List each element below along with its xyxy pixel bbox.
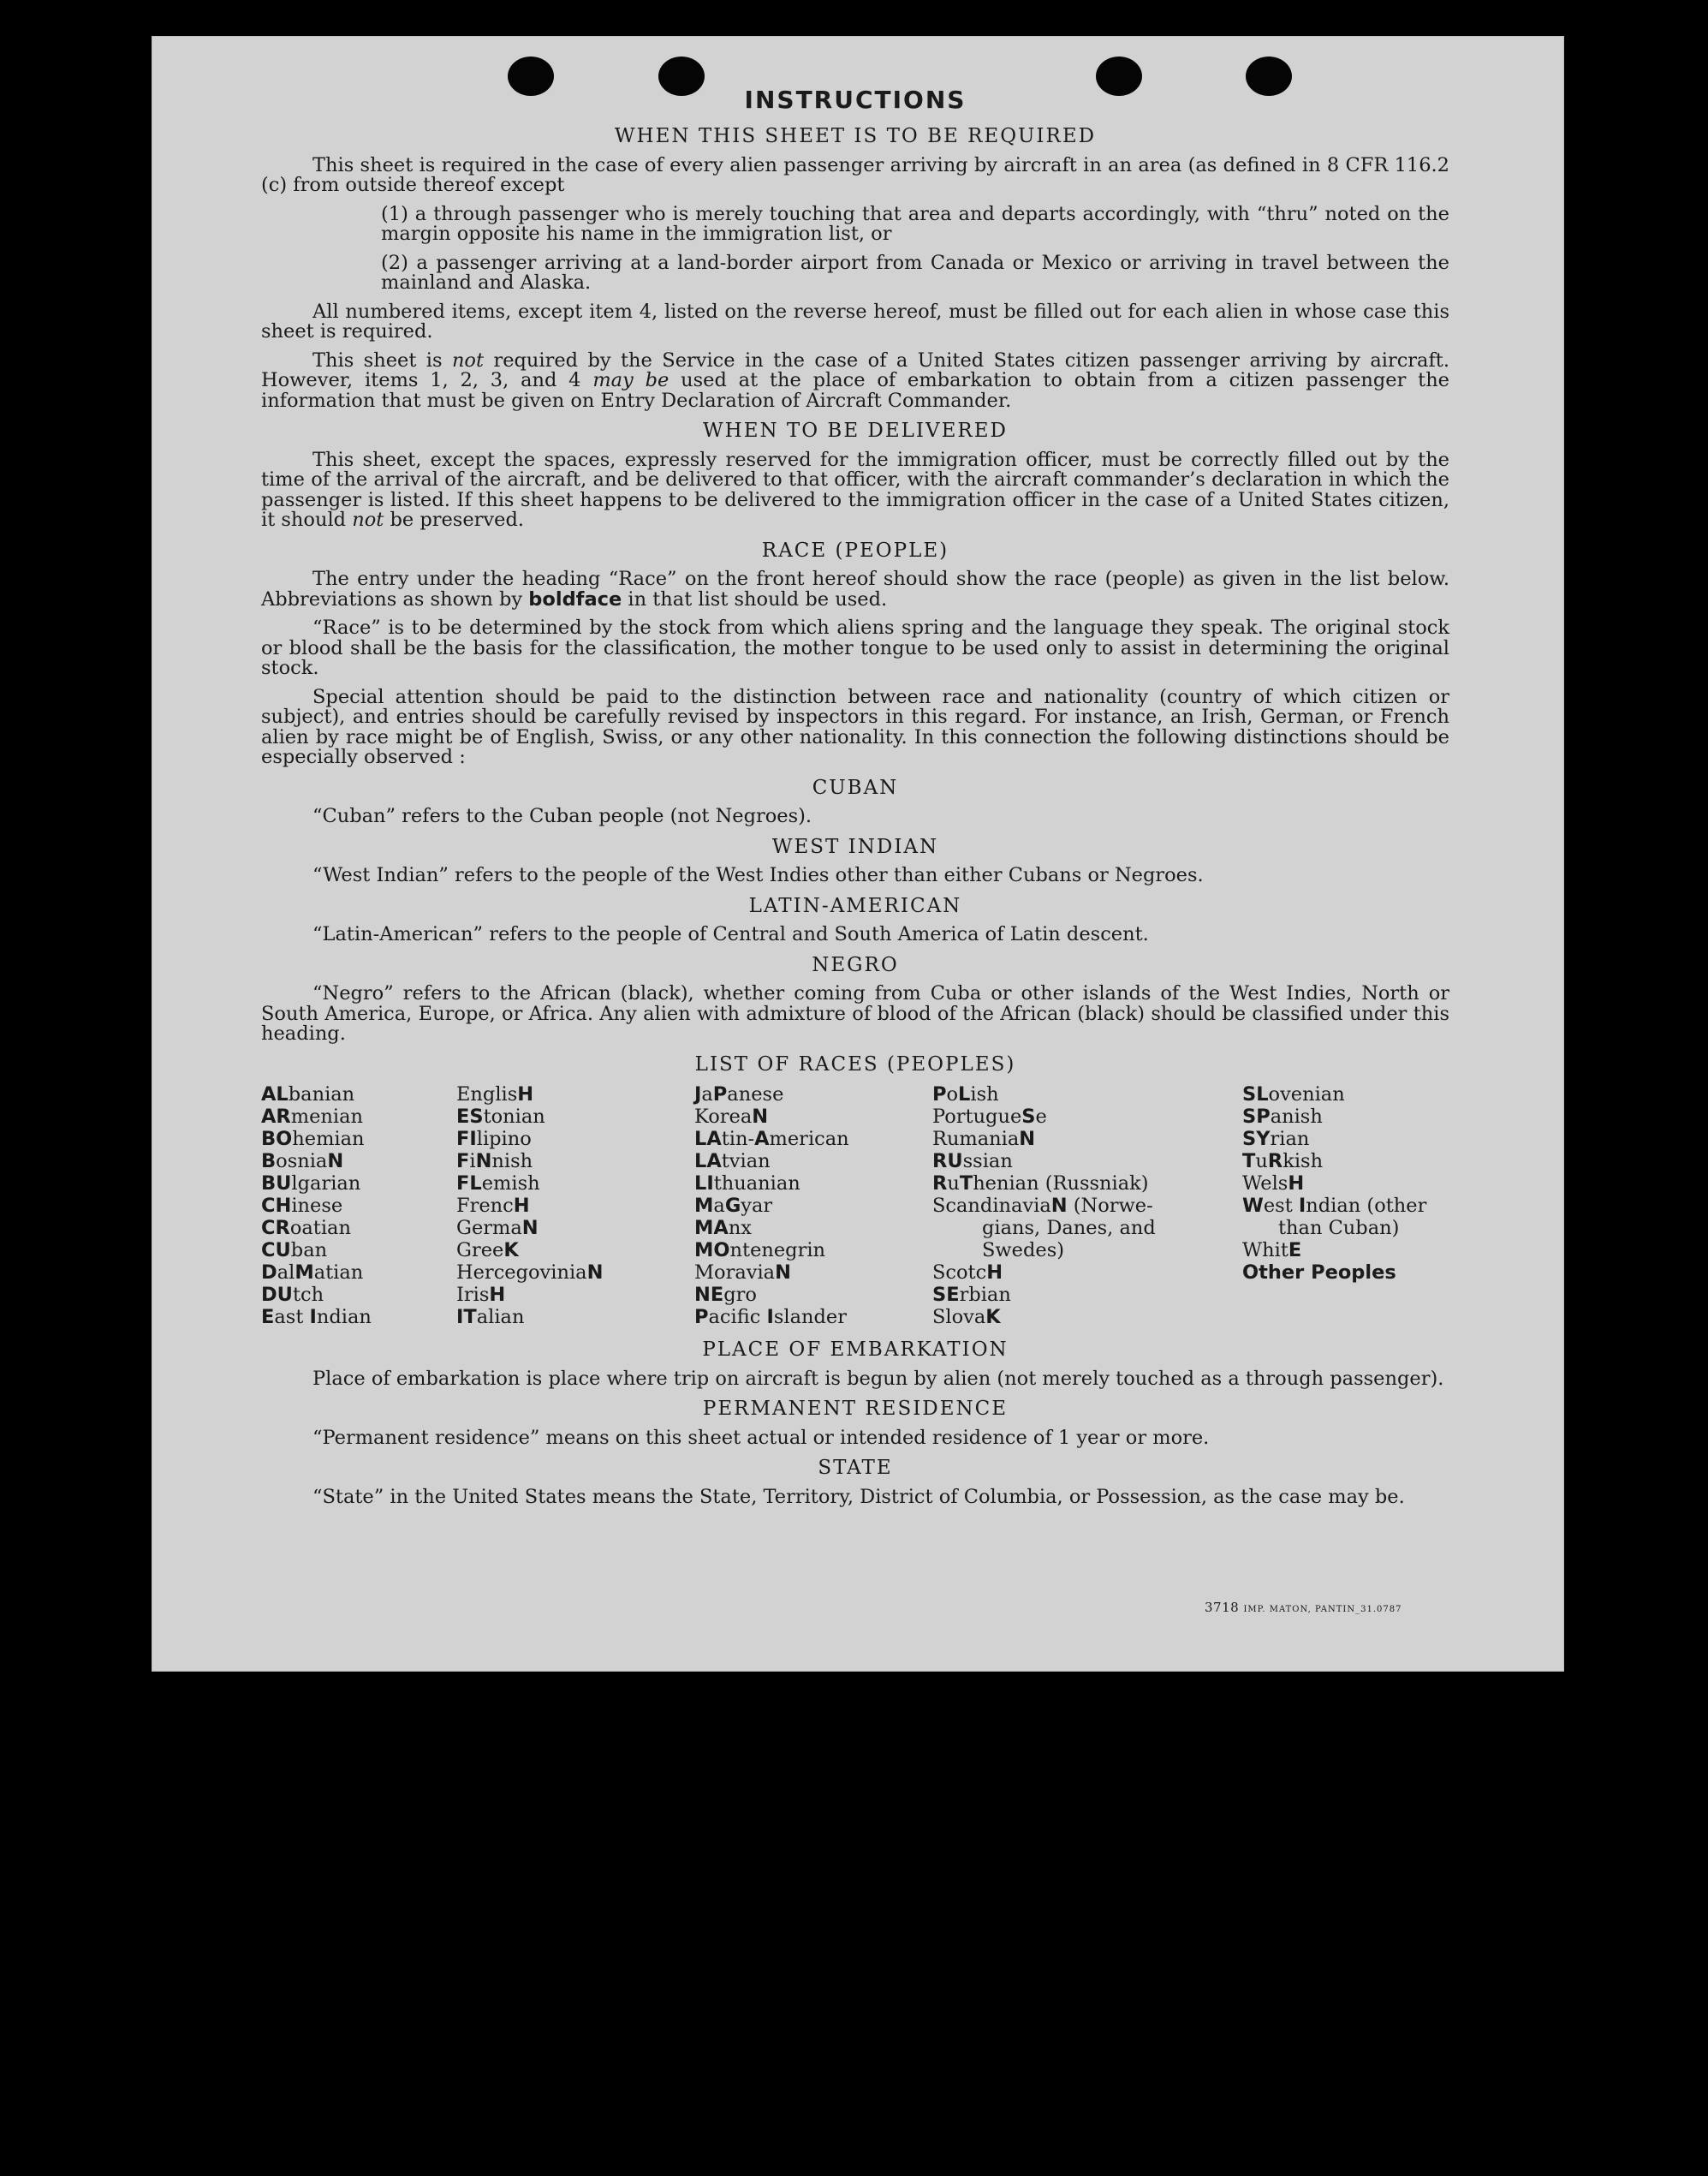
race-abbrev: SE [932, 1284, 960, 1306]
emphasis: not [352, 509, 384, 531]
race-text: tonian [483, 1106, 545, 1128]
race-abbrev: NE [694, 1284, 724, 1306]
race-abbrev: N [586, 1261, 604, 1284]
race-text: Moravia [694, 1261, 776, 1284]
race-text: acific [708, 1306, 767, 1328]
emphasis: may be [592, 369, 670, 391]
race-abbrev: H [986, 1261, 1003, 1284]
text-fragment: be preserved. [384, 509, 525, 531]
race-entry [1242, 1150, 1449, 1172]
race-entry [456, 1150, 694, 1172]
race-entry [694, 1217, 932, 1239]
race-abbrev: R [932, 1172, 948, 1195]
race-text: Germa [456, 1217, 522, 1239]
race-text: ban [290, 1239, 328, 1261]
race-text: lipino [476, 1128, 532, 1150]
race-text: Scotc [932, 1261, 987, 1284]
race-abbrev: E [1288, 1239, 1302, 1261]
race-abbrev: P [932, 1083, 947, 1106]
race-text: tch [292, 1284, 324, 1306]
race-abbrev: T [959, 1172, 973, 1195]
race-abbrev: I [1298, 1195, 1306, 1217]
paragraph: “Negro” refers to the African (black), whether coming from Cuba or other islands of the West Indies, North or South America, Europe, or Africa. Any alien with admixture of blood of the African (black) should be classified under this heading. [261, 982, 1449, 1045]
race-text: ndian (other [1306, 1195, 1427, 1217]
race-text: Iris [456, 1284, 490, 1306]
paragraph [261, 569, 1449, 610]
race-text: tvian [721, 1150, 771, 1172]
race-column [456, 1083, 694, 1328]
race-text: inese [291, 1195, 343, 1217]
race-entry [1242, 1128, 1449, 1150]
race-text: al [277, 1261, 295, 1284]
race-text: nx [728, 1217, 752, 1239]
race-text: emish [481, 1172, 540, 1195]
race-abbrev: RU [932, 1150, 963, 1172]
race-text: atian [313, 1261, 364, 1284]
race-entry [694, 1284, 932, 1306]
race-text: o [946, 1083, 959, 1106]
race-entry [261, 1195, 456, 1217]
section-heading-list-of-races: LIST OF RACES (PEOPLES) [694, 1052, 1016, 1076]
race-abbrev: P [694, 1306, 709, 1328]
section-heading-cuban: CUBAN [812, 776, 899, 799]
race-text: anish [1270, 1106, 1323, 1128]
race-entry [694, 1261, 932, 1284]
race-entry [456, 1306, 694, 1328]
race-abbrev: H [1288, 1172, 1305, 1195]
paragraph: “Cuban” refers to the Cuban people (not Negroes). [312, 805, 812, 827]
race-abbrev: M [694, 1195, 714, 1217]
race-text: Korea [694, 1106, 753, 1128]
race-text: ovenian [1268, 1083, 1345, 1106]
race-abbrev: SP [1242, 1106, 1271, 1128]
race-entry [456, 1261, 694, 1284]
paragraph: “Permanent residence” means on this sheet actual or intended residence of 1 year or more. [312, 1426, 1210, 1449]
race-text: slander [773, 1306, 847, 1328]
printer-imprint: IMP. MATON, PANTIN_31.0787 [1243, 1605, 1402, 1614]
race-abbrev: BO [261, 1128, 293, 1150]
race-text: Rumania [932, 1128, 1020, 1150]
race-entry [456, 1128, 694, 1150]
paragraph: “Race” is to be determined by the stock from which aliens spring and the language they speak. The original stock or blood shall be the basis for the classification, the mother tongue to be used only to assist in determining the original stock. [261, 617, 1449, 679]
race-abbrev: L [958, 1083, 971, 1106]
race-text: ntenegrin [729, 1239, 826, 1261]
race-entry [456, 1083, 694, 1106]
race-text: a [701, 1083, 713, 1106]
race-abbrev: DU [261, 1284, 293, 1306]
race-text: Frenc [456, 1195, 514, 1217]
race-text: rian [1270, 1128, 1310, 1150]
form-number: 3718 [1205, 1600, 1240, 1615]
race-abbrev: N [775, 1261, 791, 1284]
race-abbrev: B [261, 1150, 277, 1172]
race-text: oatian [289, 1217, 351, 1239]
race-text: u [947, 1172, 960, 1195]
race-entry [1242, 1083, 1449, 1106]
race-entry [456, 1284, 694, 1306]
race-abbrev: G [724, 1195, 741, 1217]
race-column [932, 1083, 1242, 1328]
race-entry [1242, 1172, 1449, 1195]
race-abbrev: FI [456, 1128, 477, 1150]
race-abbrev: H [489, 1284, 506, 1306]
form-footer [1205, 1600, 1402, 1615]
exception-item-2: (2) a passenger arriving at a land-border airport from Canada or Mexico or arriving in travel between the mainland and Alaska. [381, 251, 1449, 294]
paragraph: “State” in the United States means the State, Territory, District of Columbia, or Possession, as the case may be. [312, 1485, 1405, 1508]
race-entry [1242, 1239, 1449, 1261]
race-entry [261, 1306, 456, 1328]
paragraph: This sheet is required in the case of every alien passenger arriving by aircraft in an area (as defined in 8 CFR 116.2 (c) from outside thereof except [261, 153, 1449, 196]
race-abbrev: P [712, 1083, 728, 1106]
text-fragment: The entry under the heading “Race” on the front hereof should show the race (people) as given in the list below. Abbreviations as shown by [261, 568, 1449, 611]
race-entry [694, 1106, 932, 1128]
race-entry [932, 1128, 1242, 1150]
text-fragment: required by the Service in the case of a United States citizen passenger arriving by aircraft. However, items 1, 2, 3, and 4 [261, 349, 1449, 391]
race-entry [456, 1106, 694, 1128]
emphasis: not [451, 349, 485, 372]
race-text-continued: gians, Danes, and [982, 1217, 1156, 1239]
section-heading-negro: NEGRO [812, 953, 899, 976]
race-text: nish [491, 1150, 533, 1172]
paragraph [261, 351, 1449, 412]
race-abbrev: T [1242, 1150, 1256, 1172]
race-text: tin- [721, 1128, 755, 1150]
section-heading-delivered: WHEN TO BE DELIVERED [703, 420, 1008, 442]
race-entry [932, 1083, 1242, 1106]
race-abbrev: D [261, 1261, 277, 1284]
race-entry [694, 1306, 932, 1328]
race-abbrev: FL [456, 1172, 482, 1195]
race-text: (Norwe- [1067, 1195, 1153, 1217]
race-abbrev: MA [694, 1217, 729, 1239]
text-fragment: in that list should be used. [622, 587, 888, 611]
race-abbrev: I [309, 1306, 317, 1328]
race-entry [932, 1195, 1242, 1261]
race-column [1242, 1083, 1449, 1328]
race-entry [694, 1083, 932, 1106]
race-abbrev: ES [456, 1106, 484, 1128]
race-entry [261, 1106, 456, 1128]
race-text: ndian [316, 1306, 372, 1328]
race-abbrev: K [503, 1239, 519, 1261]
race-entry [932, 1306, 1242, 1328]
race-abbrev: IT [456, 1306, 477, 1328]
race-text: henian (Russniak) [973, 1172, 1149, 1195]
race-entry [932, 1106, 1242, 1128]
race-entry [694, 1150, 932, 1172]
race-entry [261, 1150, 456, 1172]
race-text: Wels [1242, 1172, 1288, 1195]
race-entry [261, 1284, 456, 1306]
race-text-continued: Swedes) [982, 1239, 1065, 1261]
section-heading-embarkation: PLACE OF EMBARKATION [702, 1338, 1009, 1361]
race-text: menian [290, 1106, 363, 1128]
race-text: kish [1282, 1150, 1324, 1172]
race-text: anese [727, 1083, 784, 1106]
race-text: Portugue [932, 1106, 1022, 1128]
race-entry [261, 1172, 456, 1195]
race-text: e [1035, 1106, 1047, 1128]
race-abbrev: H [517, 1083, 534, 1106]
race-abbrev: MO [694, 1239, 730, 1261]
race-abbrev: AR [261, 1106, 291, 1128]
race-abbrev: N [475, 1150, 492, 1172]
race-abbrev: J [694, 1083, 702, 1106]
race-entry [261, 1128, 456, 1150]
instructions-content [261, 86, 1449, 1516]
race-text: a [713, 1195, 725, 1217]
race-abbrev: AL [261, 1083, 289, 1106]
race-entry [456, 1195, 694, 1217]
race-text: alian [476, 1306, 525, 1328]
text-fragment: This sheet, except the spaces, expressly reserved for the immigration officer, must be correctly filled out by the time of the arrival of the aircraft, and be delivered to that officer, with the aircraft commander’s declaration in which the passenger is listed. If this sheet happens to be delivered to the immigration officer in the case of a United States citizen, it should [261, 448, 1449, 531]
race-abbrev: M [295, 1261, 314, 1284]
race-entry [694, 1239, 932, 1261]
race-abbrev: SY [1242, 1128, 1271, 1150]
race-text: rbian [959, 1284, 1011, 1306]
race-text: lgarian [291, 1172, 361, 1195]
section-heading-race: RACE (PEOPLE) [761, 539, 949, 562]
race-entry [456, 1172, 694, 1195]
race-text: Scandinavia [932, 1195, 1051, 1217]
race-abbrev: N [521, 1217, 539, 1239]
instruction-sheet [152, 36, 1564, 1672]
race-text: i [469, 1150, 476, 1172]
race-abbrev: I [766, 1306, 774, 1328]
paragraph: “West Indian” refers to the people of the West Indies other than either Cubans or Negroes. [312, 864, 1204, 886]
race-text: thuanian [713, 1172, 800, 1195]
paragraph [261, 450, 1449, 531]
race-abbrev: BU [261, 1172, 292, 1195]
race-abbrev: SL [1242, 1083, 1269, 1106]
race-entry [932, 1172, 1242, 1195]
race-entry [456, 1239, 694, 1261]
race-text: ssian [962, 1150, 1013, 1172]
race-abbrev: N [327, 1150, 344, 1172]
race-abbrev: LI [694, 1172, 714, 1195]
paragraph: “Latin-American” refers to the people of Central and South America of Latin descent. [312, 923, 1149, 945]
race-entry [261, 1217, 456, 1239]
race-abbrev: LA [694, 1128, 722, 1150]
section-heading-latin-american: LATIN-AMERICAN [748, 894, 962, 917]
exception-item-1: (1) a through passenger who is merely touching that area and departs accordingly, with “thru” noted on the margin opposite his name in the immigration list, or [381, 202, 1449, 245]
race-entry [1242, 1106, 1449, 1128]
race-text: Gree [456, 1239, 504, 1261]
race-column [261, 1083, 456, 1328]
race-column [694, 1083, 932, 1328]
race-entry [694, 1172, 932, 1195]
race-abbrev: S [1021, 1106, 1036, 1128]
paragraph: Place of embarkation is place where trip on aircraft is begun by alien (not merely touched as a through passenger). [312, 1367, 1444, 1390]
race-text: Hercegovinia [456, 1261, 587, 1284]
race-entry [261, 1261, 456, 1284]
race-abbrev: K [985, 1306, 1001, 1328]
race-entry [456, 1217, 694, 1239]
race-abbrev: LA [694, 1150, 722, 1172]
race-entry [932, 1150, 1242, 1172]
race-abbrev: W [1242, 1195, 1264, 1217]
paragraph: Special attention should be paid to the distinction between race and nationality (country of which citizen or subject), and entries should be carefully revised by inspectors in this regard. For instance, an Irish, German, or French alien by race might be of English, Swiss, or any other nationality. In this connection the following distinctions should be especially observed : [261, 685, 1449, 768]
race-entry [1242, 1195, 1449, 1239]
race-entry [261, 1239, 456, 1261]
race-abbrev: N [1050, 1195, 1068, 1217]
paragraph: All numbered items, except item 4, listed on the reverse hereof, must be filled out for each alien in whose case this sheet is required. [261, 300, 1449, 343]
race-text: hemian [292, 1128, 365, 1150]
race-text: est [1263, 1195, 1299, 1217]
race-abbrev: CU [261, 1239, 291, 1261]
race-text: banian [288, 1083, 355, 1106]
race-text: u [1255, 1150, 1268, 1172]
race-entry [694, 1195, 932, 1217]
race-text: ast [274, 1306, 310, 1328]
race-text: yar [741, 1195, 773, 1217]
bold-text: boldface [528, 587, 622, 611]
text-fragment: This sheet is [312, 349, 452, 372]
race-text-continued: than Cuban) [1278, 1217, 1400, 1239]
race-entry [261, 1083, 456, 1106]
race-abbrev: N [1019, 1128, 1036, 1150]
race-text: gro [723, 1284, 757, 1306]
section-heading-west-indian: WEST INDIAN [771, 835, 939, 858]
race-entry-other-peoples: Other Peoples [1242, 1261, 1396, 1284]
section-heading-state: STATE [818, 1457, 893, 1479]
page-title: INSTRUCTIONS [744, 86, 967, 114]
race-list [261, 1083, 1449, 1328]
race-abbrev: N [752, 1106, 769, 1128]
race-text: Whit [1242, 1239, 1288, 1261]
race-entry [932, 1284, 1242, 1306]
race-text: merican [769, 1128, 849, 1150]
section-heading-required: WHEN THIS SHEET IS TO BE REQUIRED [614, 125, 1097, 147]
race-entry [932, 1261, 1242, 1284]
race-entry [694, 1128, 932, 1150]
section-heading-residence: PERMANENT RESIDENCE [702, 1398, 1009, 1420]
race-abbrev: A [754, 1128, 770, 1150]
race-text: osnia [276, 1150, 328, 1172]
race-abbrev: E [261, 1306, 275, 1328]
race-text: Slova [932, 1306, 986, 1328]
race-text: Englis [456, 1083, 518, 1106]
race-abbrev: F [456, 1150, 470, 1172]
text-fragment: used at the place of embarkation to obtain from a citizen passenger the information that must be given on Entry Declaration of Aircraft Commander. [261, 369, 1449, 412]
race-text: ish [970, 1083, 999, 1106]
race-abbrev: CR [261, 1217, 290, 1239]
race-abbrev: H [513, 1195, 530, 1217]
race-abbrev: CH [261, 1195, 292, 1217]
race-abbrev: R [1267, 1150, 1283, 1172]
